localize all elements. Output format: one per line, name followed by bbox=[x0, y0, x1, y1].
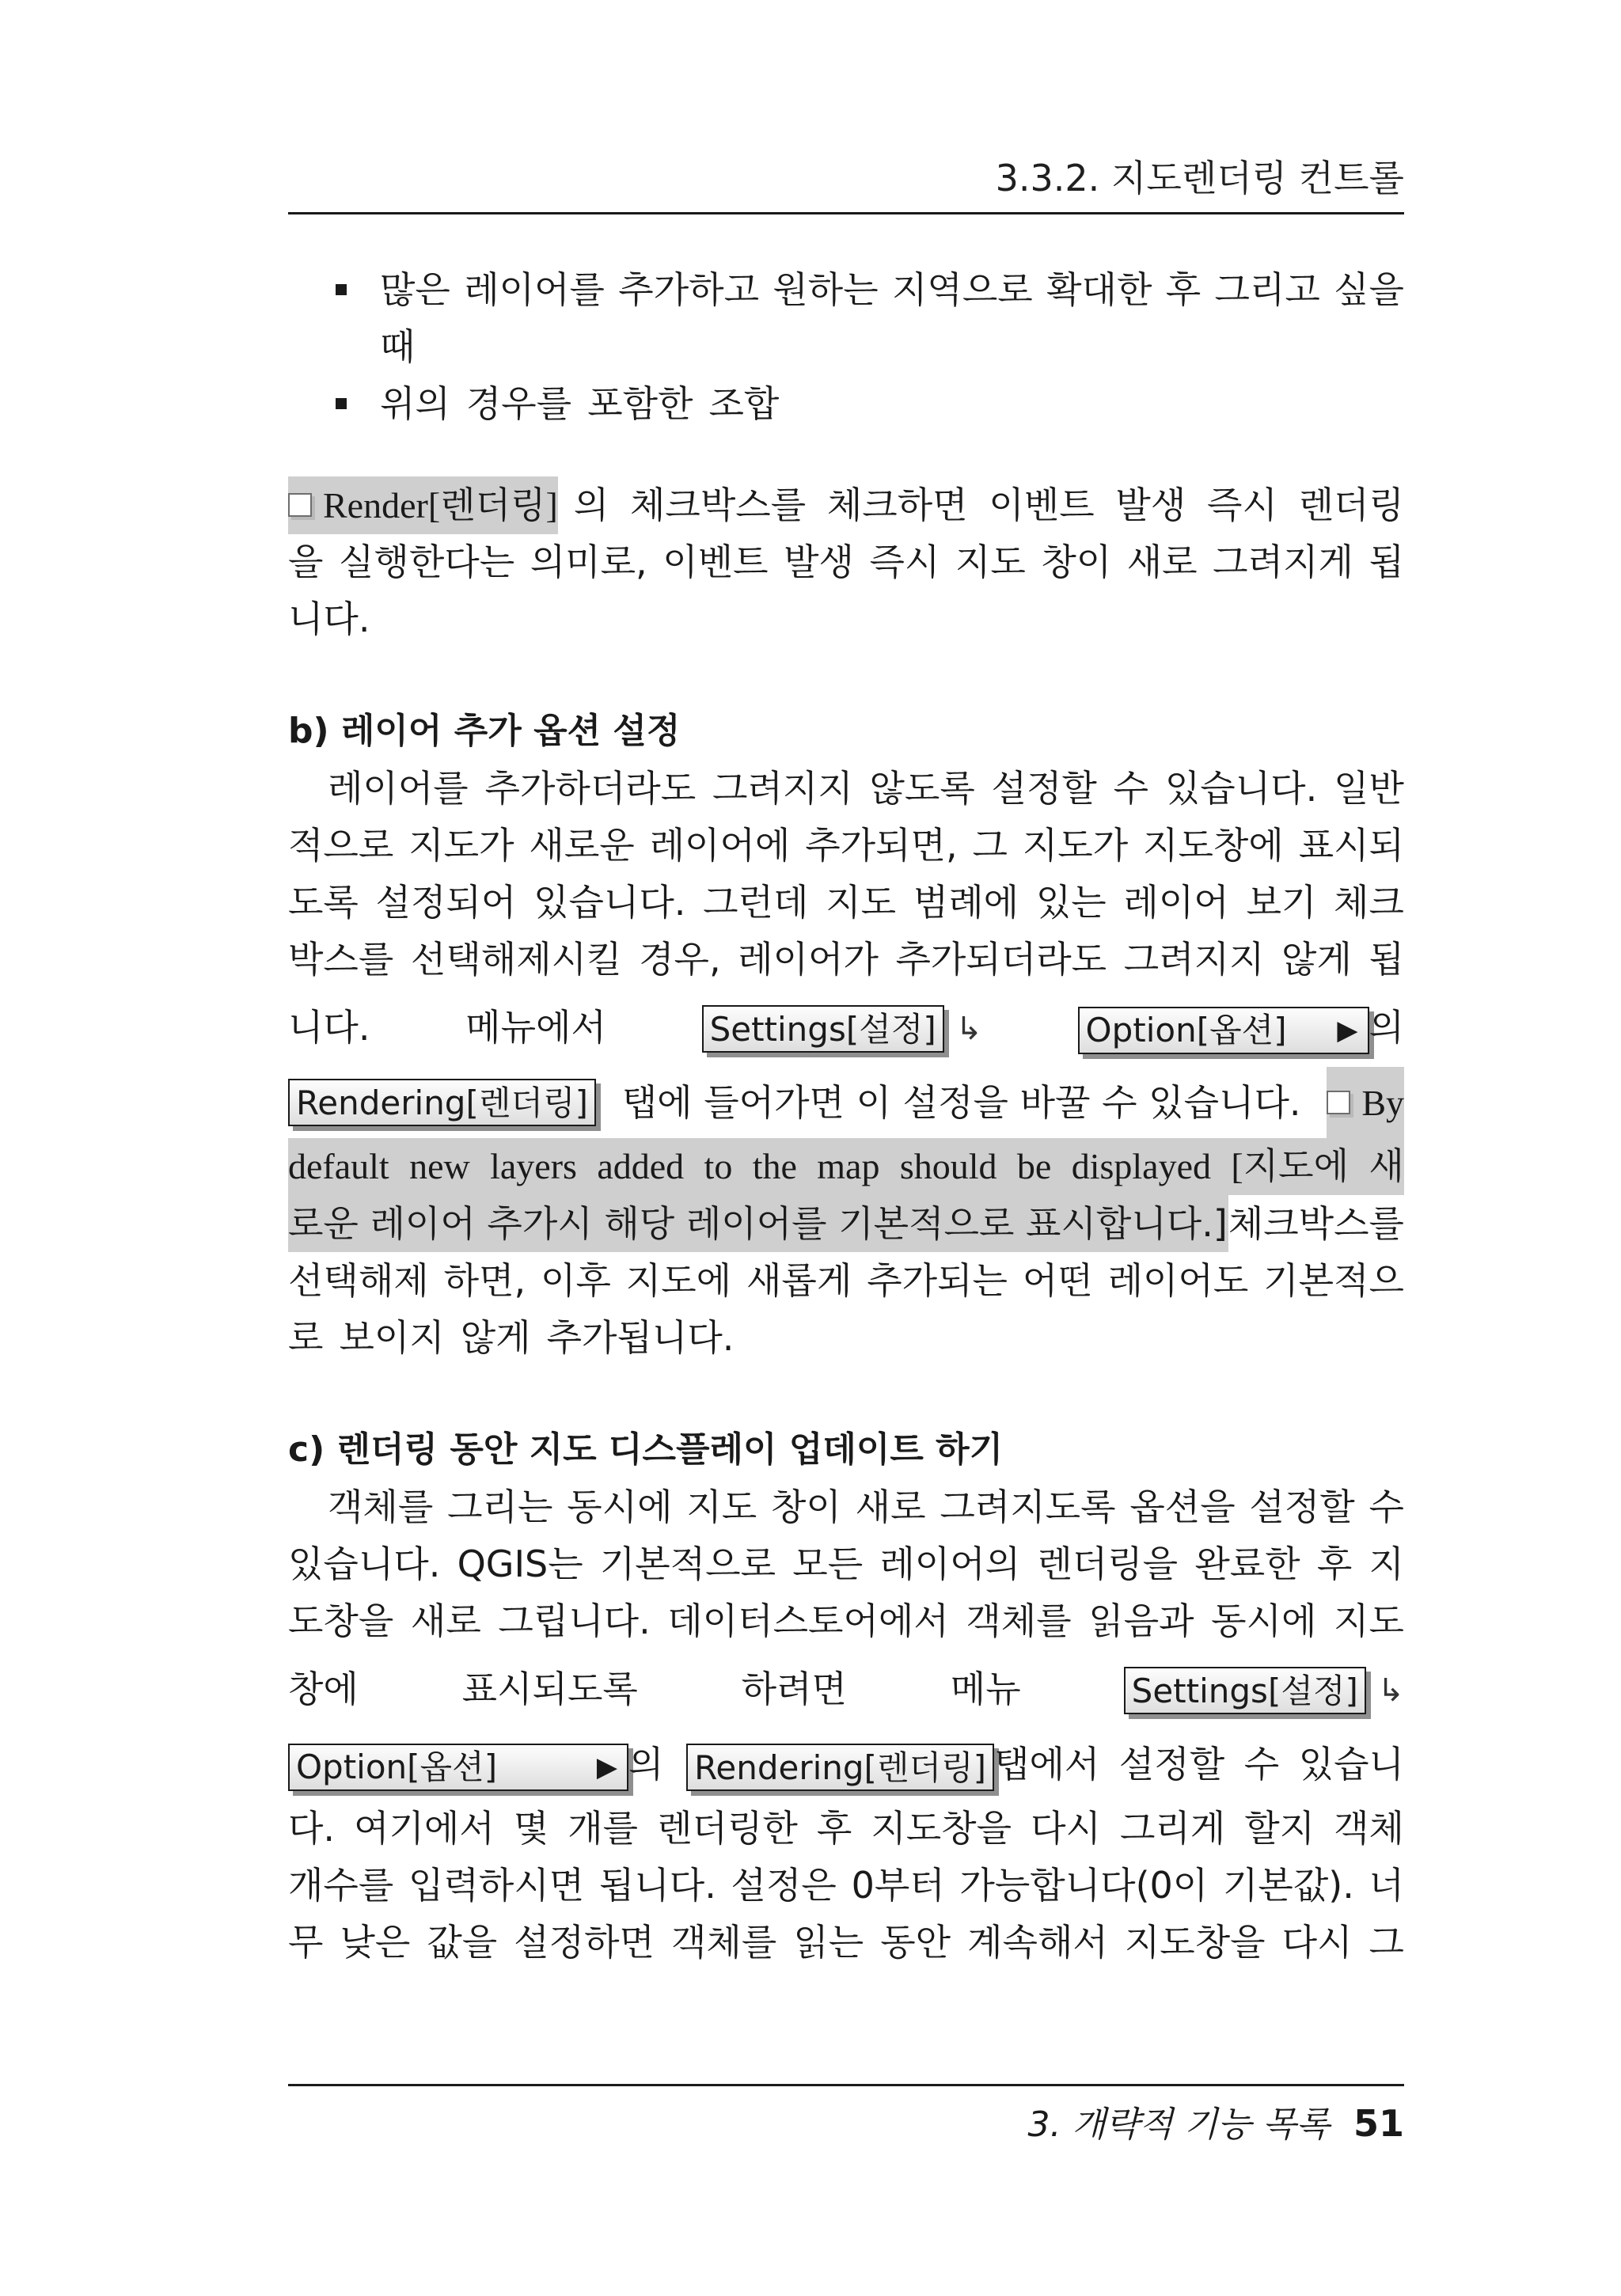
word: 범례에 bbox=[913, 881, 1019, 924]
c-line-4 bbox=[288, 1649, 1404, 1729]
word: 동안 bbox=[880, 1921, 951, 1964]
b-line-4 bbox=[288, 931, 1404, 988]
option-button[interactable] bbox=[288, 1744, 628, 1791]
word: 그려지지 bbox=[712, 767, 853, 810]
word: 레이어에 bbox=[649, 824, 791, 867]
word: 의미로, bbox=[530, 541, 647, 583]
word: 선택해제 bbox=[288, 1259, 429, 1302]
word: 가능합니다(0이 bbox=[959, 1864, 1209, 1907]
word: 발생 bbox=[1115, 484, 1186, 526]
word: 창에 bbox=[288, 1668, 359, 1710]
word: 체크하면 bbox=[826, 484, 968, 526]
word: default bbox=[288, 1146, 389, 1186]
word: 의 bbox=[628, 1743, 664, 1786]
word: 개를 bbox=[568, 1807, 639, 1850]
section-c-title: c) 렌더링 동안 지도 디스플레이 업데이트 하기 bbox=[288, 1429, 1004, 1470]
word: 원하는 bbox=[773, 268, 879, 311]
b-line-1 bbox=[288, 760, 1404, 817]
para1-line-1 bbox=[288, 476, 1404, 533]
word: 니다. bbox=[288, 1006, 370, 1049]
section-b-title: b) 레이어 추가 옵션 설정 bbox=[288, 711, 681, 751]
word: 지도 bbox=[955, 541, 1026, 583]
word: 지도 bbox=[826, 881, 897, 924]
triangle-right-icon: ▶ bbox=[1337, 1014, 1358, 1046]
word: 을 bbox=[288, 541, 324, 583]
word: 의 bbox=[1369, 1006, 1404, 1049]
word: 지도창을 bbox=[1124, 1921, 1266, 1964]
word: 레이어도 bbox=[1107, 1259, 1249, 1302]
render-highlight bbox=[288, 476, 558, 534]
word: 후 bbox=[816, 1807, 852, 1850]
word: 객체를 bbox=[671, 1921, 777, 1964]
word: 추가되는 bbox=[867, 1259, 1008, 1302]
page-body bbox=[288, 261, 1404, 1971]
word: 그 bbox=[972, 824, 1008, 867]
bullet-item-line bbox=[288, 318, 1404, 375]
b-line-6-text: 탭에 들어가면 이 설정을 바꿀 수 있습니다. bbox=[621, 1081, 1301, 1124]
word: new bbox=[409, 1146, 470, 1186]
c-line-2 bbox=[288, 1535, 1404, 1592]
word: 입력하시면 bbox=[408, 1864, 585, 1907]
word: 설정할 bbox=[1118, 1743, 1225, 1786]
by-label: By bbox=[1361, 1082, 1404, 1123]
word: 옵션을 bbox=[1129, 1486, 1236, 1528]
word: 렌더링 bbox=[1298, 484, 1404, 526]
word: 지도 bbox=[1334, 1600, 1404, 1642]
word: 설정은 bbox=[731, 1864, 837, 1907]
word: 됩니다. bbox=[598, 1864, 716, 1907]
word: 이벤트 bbox=[989, 484, 1095, 526]
b-line-5 bbox=[288, 988, 1404, 1067]
word: 레이어의 bbox=[879, 1543, 1021, 1585]
word: 설정하면 bbox=[514, 1921, 655, 1964]
word: 새로 bbox=[410, 1600, 481, 1642]
word: 객체 bbox=[1334, 1807, 1404, 1850]
word: 값을 bbox=[427, 1921, 498, 1964]
settings-button[interactable]: Settings[설정] bbox=[1124, 1667, 1366, 1714]
b-line-3 bbox=[288, 874, 1404, 931]
checkbox-icon bbox=[288, 493, 312, 517]
word: the bbox=[752, 1146, 797, 1186]
word: 설정할 bbox=[991, 767, 1097, 810]
word: 로 bbox=[288, 1316, 324, 1359]
word: 추가됩니다. bbox=[546, 1316, 735, 1359]
word: 있습니다. bbox=[288, 1543, 441, 1585]
word: added bbox=[597, 1146, 685, 1186]
b-line-2 bbox=[288, 817, 1404, 874]
word: 됩 bbox=[1369, 541, 1404, 583]
word: 하면, bbox=[443, 1259, 526, 1302]
bullet-square-icon bbox=[336, 284, 347, 295]
rendering-tab-button[interactable]: Rendering[렌더링] bbox=[686, 1744, 994, 1791]
word: be bbox=[1016, 1146, 1052, 1186]
bullet-item-line bbox=[288, 375, 1404, 432]
word: 어떤 bbox=[1022, 1259, 1093, 1302]
word: 포함한 bbox=[587, 382, 693, 425]
option-button[interactable] bbox=[1078, 1007, 1369, 1054]
word: map bbox=[817, 1146, 880, 1186]
word: 읽는 bbox=[793, 1921, 864, 1964]
word: 기본적으로 bbox=[599, 1543, 776, 1585]
word: 새로운 bbox=[529, 824, 635, 867]
option-label: Option[옵션] bbox=[1085, 1010, 1287, 1049]
checkbox-icon bbox=[1327, 1091, 1350, 1114]
word: 지역으로 bbox=[892, 268, 1033, 311]
word: 추가하고 bbox=[618, 268, 760, 311]
page-number: 51 bbox=[1353, 2102, 1404, 2145]
word: 그립니다. bbox=[498, 1600, 651, 1642]
word: 지도창에 bbox=[1143, 824, 1284, 867]
word: 추가하더라도 bbox=[484, 767, 697, 810]
word: 완료한 bbox=[1194, 1543, 1300, 1585]
word: 표시되 bbox=[1298, 824, 1404, 867]
word: 동시에 bbox=[1211, 1600, 1317, 1642]
c-line-7 bbox=[288, 1857, 1404, 1914]
word: should bbox=[899, 1146, 997, 1186]
word: 있습니다. bbox=[533, 881, 686, 924]
word: 이후 bbox=[541, 1259, 611, 1302]
word: 탭에서 bbox=[994, 1743, 1100, 1786]
word: 레이어를 bbox=[464, 268, 605, 311]
word: 설정할 bbox=[1249, 1486, 1355, 1528]
submenu-arrow-icon: ↳ bbox=[955, 1010, 982, 1047]
word: 모든 bbox=[792, 1543, 864, 1585]
b-line-10 bbox=[288, 1309, 1404, 1366]
word: 보기 bbox=[1246, 881, 1317, 924]
word: 도록 bbox=[288, 881, 359, 924]
word: 추가되더라도 bbox=[895, 938, 1107, 981]
word: 하려면 bbox=[741, 1668, 847, 1710]
word: 렌더링한 bbox=[657, 1807, 798, 1850]
word: 이벤트 bbox=[662, 541, 769, 583]
word: 많은 bbox=[380, 268, 450, 311]
word: 그려지게 bbox=[1213, 541, 1353, 583]
word: 박스를 bbox=[288, 938, 394, 981]
word: 메뉴에서 bbox=[465, 1006, 606, 1049]
word: 경우를 bbox=[465, 382, 572, 425]
bullet-square-icon bbox=[336, 398, 347, 409]
word: 때 bbox=[380, 325, 416, 368]
word: 싶을 bbox=[1334, 268, 1404, 311]
word: 데이터스토어에서 bbox=[667, 1600, 949, 1642]
b-line-6 bbox=[288, 1067, 1404, 1138]
word: 0부터 bbox=[851, 1864, 945, 1907]
word: 경우, bbox=[639, 938, 721, 981]
word: 다시 bbox=[1281, 1921, 1353, 1964]
word: 조합 bbox=[708, 382, 780, 425]
word: 추가되면, bbox=[805, 824, 958, 867]
c-line-1 bbox=[288, 1478, 1404, 1535]
word: 발생 bbox=[784, 541, 854, 583]
word: 읽음과 bbox=[1088, 1600, 1194, 1642]
b-line-8-rest: 체크박스를 bbox=[1228, 1202, 1404, 1245]
bullet-list bbox=[288, 261, 1404, 432]
word: 선택해제시킬 bbox=[410, 938, 622, 981]
c-line-6 bbox=[288, 1800, 1404, 1857]
word: 창이 bbox=[771, 1486, 841, 1528]
word: displayed bbox=[1071, 1146, 1212, 1186]
submenu-arrow-icon: ↳ bbox=[1377, 1672, 1404, 1709]
word: 적으로 bbox=[288, 824, 394, 867]
word: 객체를 bbox=[966, 1600, 1072, 1642]
word: QGIS는 bbox=[457, 1543, 583, 1585]
word: 너 bbox=[1369, 1864, 1404, 1907]
word: 새 bbox=[1369, 1146, 1404, 1186]
word: 기본값). bbox=[1222, 1864, 1354, 1907]
footer-rule bbox=[288, 2084, 1404, 2086]
word: 다시 bbox=[1031, 1807, 1101, 1850]
word: 니다. bbox=[288, 598, 370, 640]
word: 있는 bbox=[1035, 881, 1107, 924]
word: 창이 bbox=[1041, 541, 1112, 583]
c-line-3 bbox=[288, 1592, 1404, 1649]
word: 그런데 bbox=[703, 881, 809, 924]
word: 기본적으 bbox=[1263, 1259, 1404, 1302]
word: 레이어를 bbox=[328, 767, 469, 810]
word: to bbox=[704, 1146, 733, 1186]
word: 보이지 bbox=[339, 1316, 445, 1359]
word: 지도가 bbox=[1022, 824, 1129, 867]
word: 새로 bbox=[1126, 541, 1198, 583]
word: 않게 bbox=[460, 1316, 531, 1359]
word: 그 bbox=[1369, 1921, 1404, 1964]
para1-line-2 bbox=[288, 533, 1404, 590]
word: 지도가 bbox=[408, 824, 514, 867]
word: 위의 bbox=[380, 382, 450, 425]
by-highlight bbox=[1327, 1067, 1404, 1139]
b-line-7 bbox=[288, 1138, 1404, 1195]
word: 무 bbox=[288, 1921, 324, 1964]
render-label: Render[렌더링] bbox=[323, 484, 558, 526]
word: 후 bbox=[1165, 268, 1202, 311]
word: 몇 bbox=[513, 1807, 549, 1850]
word: 체크박스를 bbox=[629, 484, 807, 526]
word: 일반 bbox=[1334, 767, 1404, 810]
word: 수 bbox=[1113, 767, 1149, 810]
word: 확대한 bbox=[1046, 268, 1152, 311]
option-label: Option[옵션] bbox=[296, 1747, 498, 1786]
b-line-9 bbox=[288, 1252, 1404, 1309]
word: 지 bbox=[1369, 1543, 1404, 1585]
word: 그려지지 bbox=[1123, 938, 1265, 981]
footer-chapter: 3. 개략적 기능 목록 bbox=[1027, 2104, 1330, 2145]
c-line-5 bbox=[288, 1729, 1404, 1800]
word: layers bbox=[490, 1146, 577, 1186]
word: 할지 bbox=[1244, 1807, 1315, 1850]
word: 그리는 bbox=[447, 1486, 553, 1528]
para1-line-3 bbox=[288, 590, 1404, 647]
word: [지도에 bbox=[1231, 1146, 1350, 1186]
page-footer bbox=[288, 2096, 1404, 2153]
word: 새로 bbox=[855, 1486, 926, 1528]
word: 체크 bbox=[1334, 881, 1404, 924]
settings-button[interactable]: Settings[설정] bbox=[702, 1005, 944, 1053]
word: 낮은 bbox=[340, 1921, 411, 1964]
word: 개수를 bbox=[288, 1864, 394, 1907]
word: 있습니 bbox=[1298, 1743, 1404, 1786]
word: 레이어 bbox=[1123, 881, 1229, 924]
word: 그려지도록 bbox=[940, 1486, 1116, 1528]
word: 실행한다는 bbox=[338, 541, 515, 583]
word: 레이어가 bbox=[738, 938, 879, 981]
word: 않게 bbox=[1281, 938, 1352, 981]
word: 새롭게 bbox=[746, 1259, 852, 1302]
word: 않도록 bbox=[869, 767, 975, 810]
rendering-tab-button[interactable]: Rendering[렌더링] bbox=[288, 1079, 596, 1126]
word: 렌더링을 bbox=[1037, 1543, 1179, 1585]
word: 즉시 bbox=[869, 541, 940, 583]
b-line-8-highlight: 로운 레이어 추가시 해당 레이어를 기본적으로 표시합니다.] bbox=[288, 1195, 1228, 1252]
b-line-8 bbox=[288, 1195, 1404, 1252]
word: 설정되어 bbox=[375, 881, 517, 924]
word: 표시되도록 bbox=[461, 1668, 638, 1710]
word: 도창을 bbox=[288, 1600, 394, 1642]
word: 지도 bbox=[686, 1486, 757, 1528]
running-header: 3.3.2. 지도렌더링 컨트롤 bbox=[995, 157, 1404, 199]
word: 다. bbox=[288, 1807, 336, 1850]
word: 계속해서 bbox=[967, 1921, 1108, 1964]
bullet-item-line bbox=[288, 261, 1404, 318]
header-rule bbox=[288, 212, 1404, 214]
word: 동시에 bbox=[567, 1486, 673, 1528]
word: 후 bbox=[1316, 1543, 1353, 1585]
word: 그리게 bbox=[1119, 1807, 1226, 1850]
c-line-8 bbox=[288, 1914, 1404, 1971]
word: 지도에 bbox=[625, 1259, 732, 1302]
word: 여기에서 bbox=[354, 1807, 495, 1850]
word: 즉시 bbox=[1207, 484, 1277, 526]
word: 객체를 bbox=[328, 1486, 434, 1528]
word: 지도창을 bbox=[871, 1807, 1012, 1850]
word: 메뉴 bbox=[950, 1668, 1021, 1710]
triangle-right-icon: ▶ bbox=[596, 1751, 617, 1783]
word: 수 bbox=[1243, 1743, 1280, 1786]
word: 있습니다. bbox=[1164, 767, 1318, 810]
word: 의 bbox=[573, 484, 609, 526]
word: 수 bbox=[1369, 1486, 1404, 1528]
word: 됩 bbox=[1369, 938, 1404, 981]
word: 그리고 bbox=[1214, 268, 1320, 311]
